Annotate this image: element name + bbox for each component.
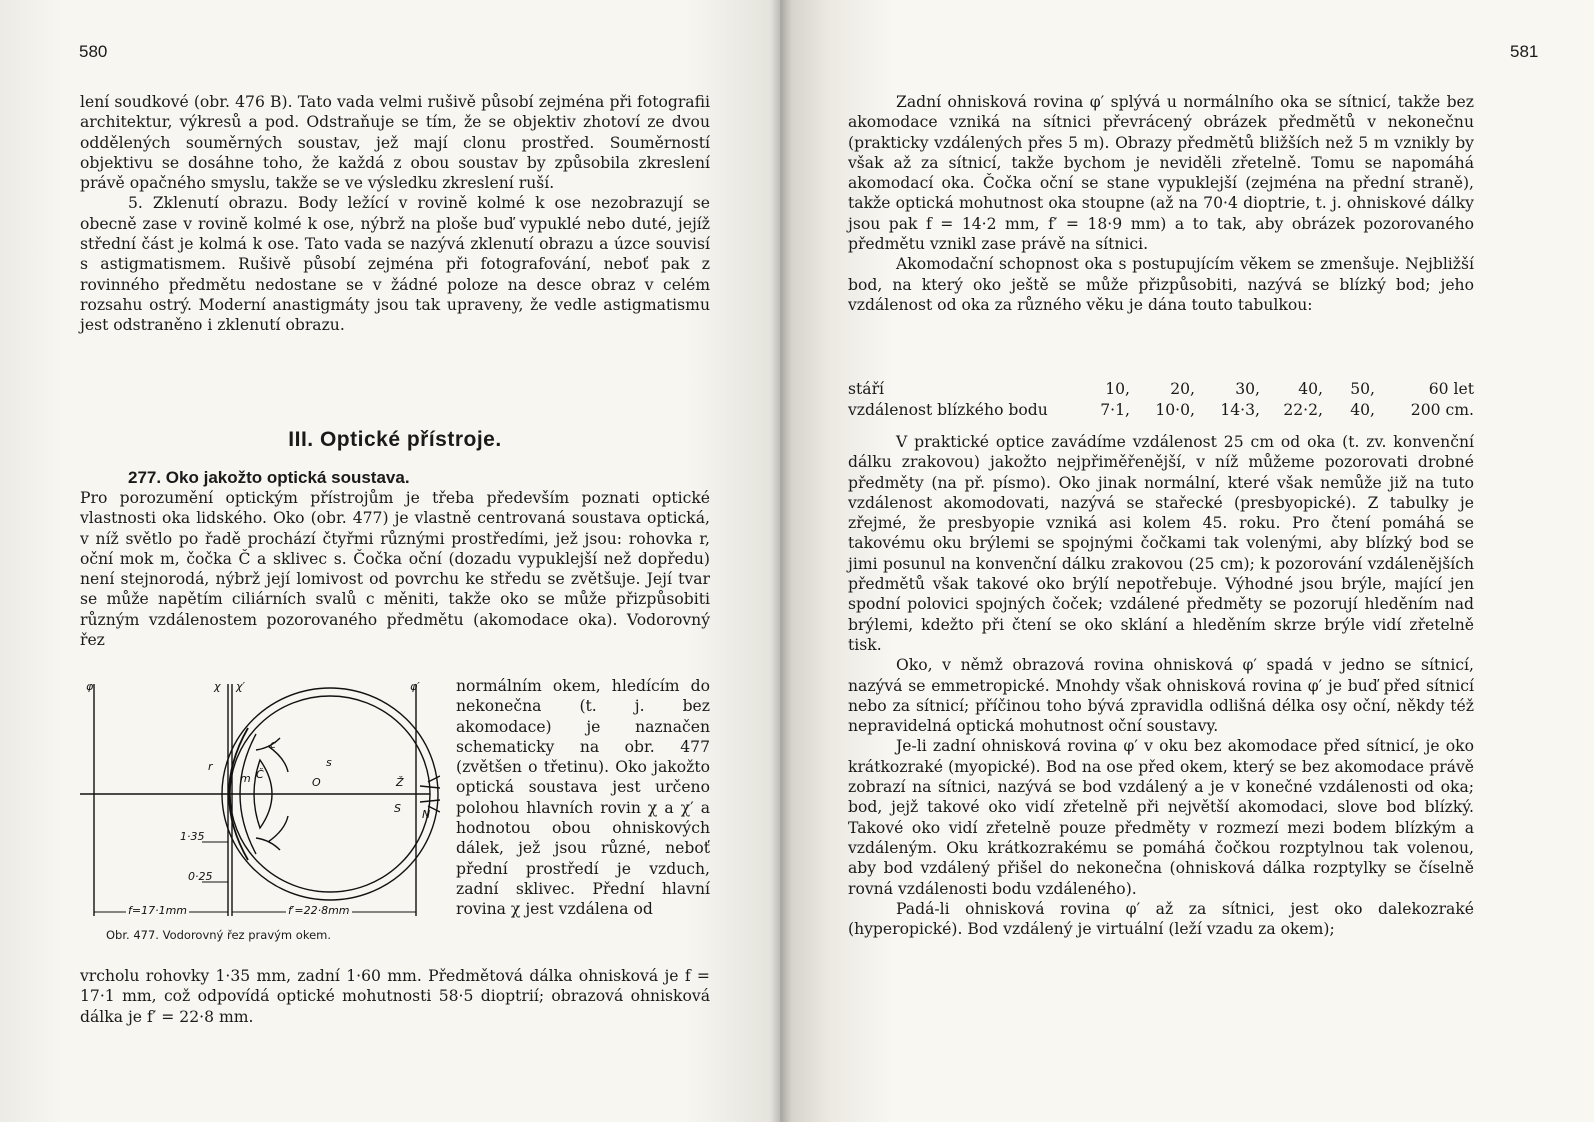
table-cell: 10, bbox=[1105, 380, 1130, 398]
eye-diagram bbox=[80, 676, 440, 926]
chapter-title bbox=[80, 428, 710, 452]
table-cell: 200 cm. bbox=[1410, 401, 1474, 419]
label-lens: Č bbox=[256, 768, 264, 781]
label-c: c bbox=[270, 738, 277, 751]
label-r: r bbox=[208, 760, 213, 773]
paragraph-focal-plane: Zadní ohnisková rovina φ′ splývá u normálního oka se sítnicí, takže bez akomodace vzniká na sítnici převrácený obrázek předmětů v nekonečnu (prakticky vzdálených přes 5 m). Obrazy předmětů bližších než 5 m vznikly by však až za sítnicí, takže bychom je neviděli zřetelně. Tomu se napomáhá akomodací oka. Čočka oční se stane vypuklejší (zejména na přední straně), takže optická mohutnost oka stoupne (až na 70·4 dioptrie, t. j. ohniskové dálky jsou pak f = 14·2 mm, f′ = 18·9 mm) a to tak, aby obrázek pozorovaného předmětu vznikl zase právě na sítnici. bbox=[848, 93, 1474, 254]
paragraph-field-curvature: 5. Zklenutí obrazu. Body ležící v rovině kolmé k ose nezobrazují se obecně zase v rovině kolmé k ose, nýbrž na ploše buď vypuklé nebo duté, jejíž střední část je kolmá k ose. Tato vada se nazývá zklenutí obrazu a úzce souvisí s astigmatismem. Rušivě působí zejména při fotografování, neboť pak z rovinného předmětu nedostane se v žádné poloze na desce obraz v celém rozsahu ostrý. Moderní anastigmáty jsou tak upraveny, že vedle astigmatismu jest odstraněno i zklenutí obrazu. bbox=[80, 194, 710, 335]
right-top-text bbox=[848, 92, 1474, 315]
table-cell: 50, bbox=[1350, 380, 1375, 398]
label-O: O bbox=[312, 776, 321, 789]
table-cell: 40, bbox=[1298, 380, 1323, 398]
paragraph-beside-figure: normálním okem, hledícím do nekonečna (t. j. bez akomodace) je naznačen schematicky na obr. 477 (zvětšen o třetinu). Oko jakožto optická soustava jest určeno polohou hlavních rovin χ a χ′ a hodnotou obou ohniskových dálek, jež jsou různé, neboť přední prostředí je vzduch, zadní sklivec. Přední hlavní rovina χ jest vzdálena od bbox=[456, 677, 710, 919]
text-beside-figure bbox=[456, 676, 710, 920]
chapter-heading: III. Optické přístroje. bbox=[288, 428, 502, 451]
table-row-distance-label: vzdálenost blízkého bodu bbox=[848, 401, 1048, 419]
table-cell: 22·2, bbox=[1283, 401, 1323, 419]
paragraph-emmetropia: Oko, v němž obrazová rovina ohnisková φ′ spadá v jedno se sítnicí, nazývá se emmetropické. Mnohdy však ohnisková rovina φ′ je buď před sítnicí nebo za sítnicí; příčinou toho bývá zpravidla odlišná délka osy oční, někdy též nepravidelná optická mohutnost oční soustavy. bbox=[848, 656, 1474, 736]
right-page bbox=[780, 0, 1594, 1122]
table-cell: 20, bbox=[1170, 380, 1195, 398]
label-chi-prime: χ′ bbox=[236, 680, 246, 693]
label-chi: χ bbox=[214, 680, 221, 693]
label-phi: φ bbox=[86, 680, 94, 693]
table-cell: 40, bbox=[1350, 401, 1375, 419]
table-cell: 10·0, bbox=[1155, 401, 1195, 419]
section-start bbox=[80, 468, 710, 650]
paragraph-presbyopia: V praktické optice zavádíme vzdálenost 25 cm od oka (t. zv. konvenční dálku zrakovou) jakožto nejpřiměřenější, v níž můžeme pozorovati drobné předměty (na př. písmo). Oko jinak normální, které však nemůže již na tuto vzdálenost akomodovati, nazývá se stařecké (presbyopické). Z tabulky je zřejmé, že presbyopie vzniká asi kolem 45. roku. Pro čtení pomáhá se takovému oku brýlemi se spojnými čočkami tak volenými, aby blízký bod se jimi posunul na konvenční dálku zrakovou (25 cm); k pozorování vzdálenějších předmětů však takové oko brýlí nepotřebuje. Výhodné jsou brýle, mající jen spodní polovici spojných čoček; vzdálené předměty se pozorují hleděním nad brýlemi, kdežto při čtení se oko sklání a hleděním skrze brýle vidí zřetelně tisk. bbox=[848, 433, 1474, 654]
book-gutter bbox=[770, 0, 792, 1122]
label-fp: f′=22·8mm bbox=[288, 904, 350, 917]
table-cell: 30, bbox=[1235, 380, 1260, 398]
section-heading: 277. Oko jakožto optická soustava. bbox=[128, 468, 410, 487]
right-bottom-text bbox=[848, 432, 1474, 939]
paragraph-distortion: lení soudkové (obr. 476 B). Tato vada velmi rušivě působí zejména při fotografii architektur, výkresů a pod. Odstraňuje se tím, že se objektiv zhotoví ze dvou oddělených souměrných soustav, jež mají clonu prostřed. Souměrností objektivu se dosáhne toho, že každá z obou soustav by způsobila zkreslení právě opačného smyslu, takže se ve výsledku zkreslení ruší. bbox=[80, 93, 710, 193]
label-phi-prime: φ′ bbox=[410, 680, 420, 693]
paragraph-focal-lengths: vrcholu rohovky 1·35 mm, zadní 1·60 mm. Předmětová dálka ohnisková je f = 17·1 mm, což odpovídá optické mohutnosti 58·5 dioptrií; obrazová ohnisková dálka je f′ = 22·8 mm. bbox=[80, 967, 710, 1026]
label-f: f=17·1mm bbox=[128, 904, 188, 917]
label-N: N bbox=[422, 808, 431, 821]
label-m: m bbox=[240, 772, 251, 785]
paragraph-hyperopia: Padá-li ohnisková rovina φ′ až za sítnici, jest oko dalekozraké (hyperopické). Bod vzdálený je virtuální (leží vzadu za okem); bbox=[848, 899, 1474, 939]
left-top-text bbox=[80, 92, 710, 336]
table-cell: 60 let bbox=[1428, 380, 1474, 398]
paragraph-myopia: Je-li zadní ohnisková rovina φ′ v oku bez akomodace před sítnicí, je oko krátkozraké (myopické). Bod na ose před okem, který se bez akomodace právě zobrazí na sítnici, nazývá se bod vzdálený a je v konečné vzdálenosti od oka; bod, jejž takové oko vidí zřetelně při největší akomodaci, slove bod blízký. Takové oko vidí zřetelně pouze předměty v rozmezí mezi bodem blízkým a vzdáleným. Oku krátkozrakému se pomáhá čočkou rozptylnou tak volenou, aby bod vzdálený přišel do nekonečna (ohnisková dálka rozptylky se číselně rovná vzdálenosti bodu vzdáleného). bbox=[848, 737, 1474, 898]
paragraph-accommodation: Akomodační schopnost oka s postupujícím věkem se zmenšuje. Nejbližší bod, na který oko ještě se může přizpůsobiti, nazývá se blízký bod; jeho vzdálenost od oka za různého věku je dána touto tabulkou: bbox=[848, 255, 1474, 314]
left-page bbox=[0, 0, 780, 1122]
label-S: S bbox=[394, 802, 401, 815]
label-Z: Ž bbox=[396, 776, 404, 789]
left-bottom-text bbox=[80, 966, 710, 1027]
label-s: s bbox=[326, 756, 332, 769]
figure-caption: Obr. 477. Vodorovný řez pravým okem. bbox=[106, 928, 332, 942]
table-cell: 7·1, bbox=[1100, 401, 1130, 419]
table-cell: 14·3, bbox=[1220, 401, 1260, 419]
table-row-age-label: stáří bbox=[848, 380, 885, 398]
label-dist-135: 1·35 bbox=[180, 830, 205, 843]
page-number-left: 580 bbox=[79, 42, 108, 61]
page-number-right: 581 bbox=[1510, 42, 1539, 61]
eye-figure bbox=[80, 676, 440, 946]
label-dist-025: 0·25 bbox=[188, 870, 213, 883]
paragraph-eye-intro: Pro porozumění optickým přístrojům je třeba především poznati optické vlastnosti oka lidského. Oko (obr. 477) je vlastně centrovaná soustava optická, v níž světlo po řadě prochází čtyřmi různými prostředími, jež jsou: rohovka r, oční mok m, čočka Č a sklivec s. Čočka oční (dozadu vypuklejší než dopředu) není stejnorodá, nýbrž její lomivost od povrchu ke středu se zvětšuje. Její tvar se může napětím ciliárních svalů c měniti, takže oko se může přizpůsobiti různým vzdálenostem pozorovaného předmětu (akomodace oka). Vodorovný řez bbox=[80, 489, 710, 650]
